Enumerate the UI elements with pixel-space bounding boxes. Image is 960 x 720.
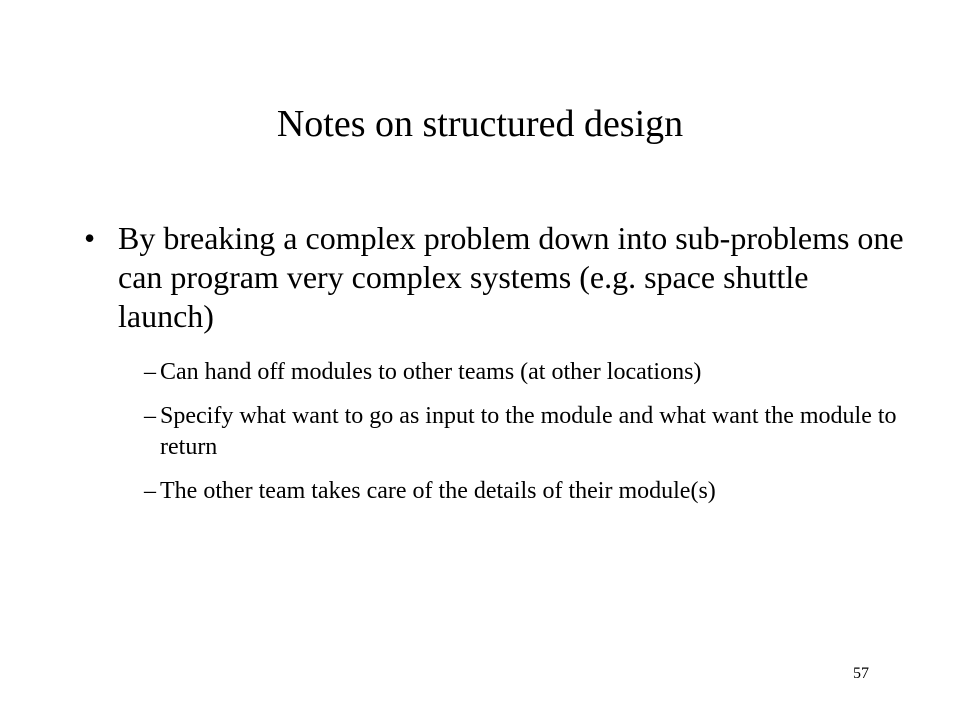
subbullet-item [72, 476, 912, 507]
slide-title: Notes on structured design [276, 103, 684, 145]
subbullet-marker: – [144, 359, 156, 385]
subbullet-marker: – [144, 403, 156, 429]
subbullet-text: Can hand off modules to other teams (at other locations) [160, 359, 702, 385]
subbullet-marker: – [144, 478, 156, 504]
page-number: 57 [853, 665, 869, 682]
bullet-text: By breaking a complex problem down into sub-problems one can program very complex systems (e.g. space shuttle launch) [118, 220, 904, 334]
subbullet-list [72, 357, 912, 507]
slide-body [72, 219, 912, 520]
subbullet-item [72, 401, 912, 463]
bullet-item [72, 219, 912, 336]
subbullet-item [72, 357, 912, 388]
bullet-marker: • [84, 220, 96, 256]
subbullet-text: Specify what want to go as input to the module and what want the module to return [160, 403, 897, 460]
subbullet-text: The other team takes care of the details of their module(s) [160, 478, 716, 504]
